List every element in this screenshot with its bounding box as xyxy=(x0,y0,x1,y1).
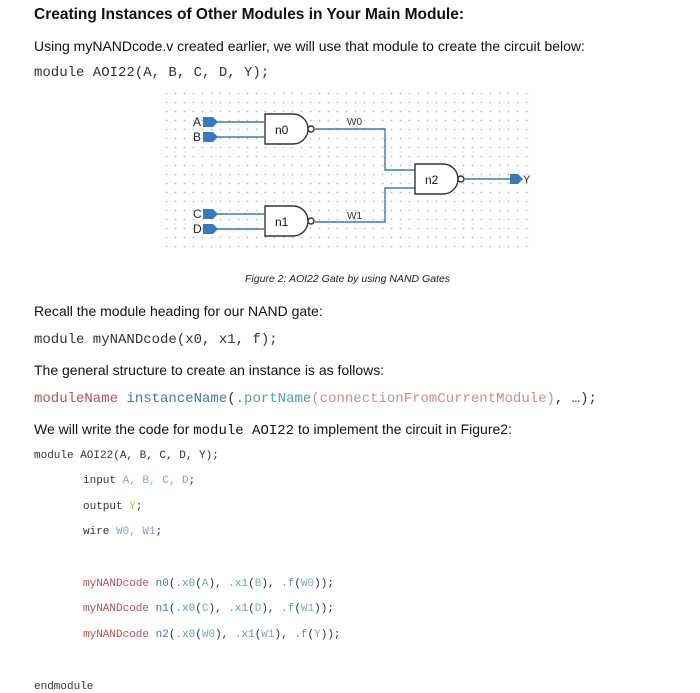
instance-name: n1 xyxy=(155,603,169,615)
instance-module: myNANDcode xyxy=(83,603,150,615)
instance-name: n0 xyxy=(155,578,169,590)
instance-arg-x1: W1 xyxy=(261,629,275,641)
gate-label-n1: n1 xyxy=(275,215,289,229)
code-input-line: input A, B, C, D; xyxy=(83,475,196,487)
code-wire-vars: W0, W1 xyxy=(116,526,156,538)
instance-arg-f: W1 xyxy=(300,603,315,615)
syntax-instance-name: instanceName xyxy=(126,391,228,407)
recall-text: Recall the module heading for our NAND gate: xyxy=(34,303,323,319)
nand-bubble-n2 xyxy=(458,176,464,182)
instance-arg-x1: B xyxy=(254,578,262,590)
instance-arg-x1: D xyxy=(254,603,262,615)
wire-label-w0: W0 xyxy=(347,117,362,128)
input-label-a: A xyxy=(193,115,202,129)
output-label-y: Y xyxy=(523,174,531,186)
syntax-rest: , …); xyxy=(554,391,597,407)
instance-arg-x0: C xyxy=(201,603,209,615)
general-structure-text: The general structure to create an instance is as follows: xyxy=(34,362,385,378)
intro-text: Using myNANDcode.v created earlier, we will use that module to create the circuit below: xyxy=(34,38,585,54)
write-text-code: module AOI22 xyxy=(193,423,295,439)
wire-label-w1: W1 xyxy=(347,211,362,222)
instance-module: myNANDcode xyxy=(83,578,150,590)
code-instance-line: myNANDcode n2(.x0(W0), .x1(W1), .f(Y)); xyxy=(83,629,341,641)
page-heading: Creating Instances of Other Modules in Your Main Module: xyxy=(34,6,465,23)
code-instance-line: myNANDcode n0(.x0(A), .x1(B), .f(W0)); xyxy=(83,578,334,590)
syntax-connection: (connectionFromCurrentModule) xyxy=(311,391,555,407)
code-output-vars: Y xyxy=(129,501,136,513)
code-input-keyword: input xyxy=(83,475,117,487)
instance-arg-x0: A xyxy=(201,578,209,590)
instance-syntax xyxy=(34,391,597,407)
instance-arg-f: Y xyxy=(314,629,321,641)
nand-module-heading: module myNANDcode(x0, x1, f); xyxy=(34,332,278,348)
instance-arg-f: W0 xyxy=(300,578,315,590)
write-text-post: to implement the circuit in Figure2: xyxy=(297,421,512,437)
gate-label-n0: n0 xyxy=(275,123,289,137)
gate-label-n2: n2 xyxy=(425,173,439,187)
code-endmodule: endmodule xyxy=(34,681,94,693)
input-label-b: B xyxy=(193,130,202,144)
syntax-module-name: moduleName xyxy=(34,391,119,407)
code-input-vars: A, B, C, D xyxy=(122,475,189,487)
aoi22-circuit-diagram xyxy=(165,92,535,262)
module-declaration: module AOI22(A, B, C, D, Y); xyxy=(34,65,270,81)
instance-name: n2 xyxy=(155,629,169,641)
input-label-d: D xyxy=(193,222,202,236)
instance-arg-x0: W0 xyxy=(201,629,216,641)
code-wire-line: wire W0, W1; xyxy=(83,526,163,538)
instance-module: myNANDcode xyxy=(83,629,150,641)
figure-caption: Figure 2: AOI22 Gate by using NAND Gates xyxy=(245,273,451,285)
syntax-open-paren: ( xyxy=(227,391,236,407)
code-output-keyword: output xyxy=(83,501,123,513)
grid-background xyxy=(165,92,535,252)
code-output-line: output Y; xyxy=(83,501,143,513)
write-text-pre: We will write the code for xyxy=(34,421,190,437)
nand-bubble-n0 xyxy=(308,126,314,132)
nand-bubble-n1 xyxy=(308,218,314,224)
code-instance-line: myNANDcode n1(.x0(C), .x1(D), .f(W1)); xyxy=(83,603,334,615)
write-code-text xyxy=(34,421,512,439)
code-module-line: module AOI22(A, B, C, D, Y); xyxy=(34,450,219,462)
input-label-c: C xyxy=(193,207,202,221)
syntax-port-name: .portName xyxy=(235,391,312,407)
code-wire-keyword: wire xyxy=(83,526,110,538)
